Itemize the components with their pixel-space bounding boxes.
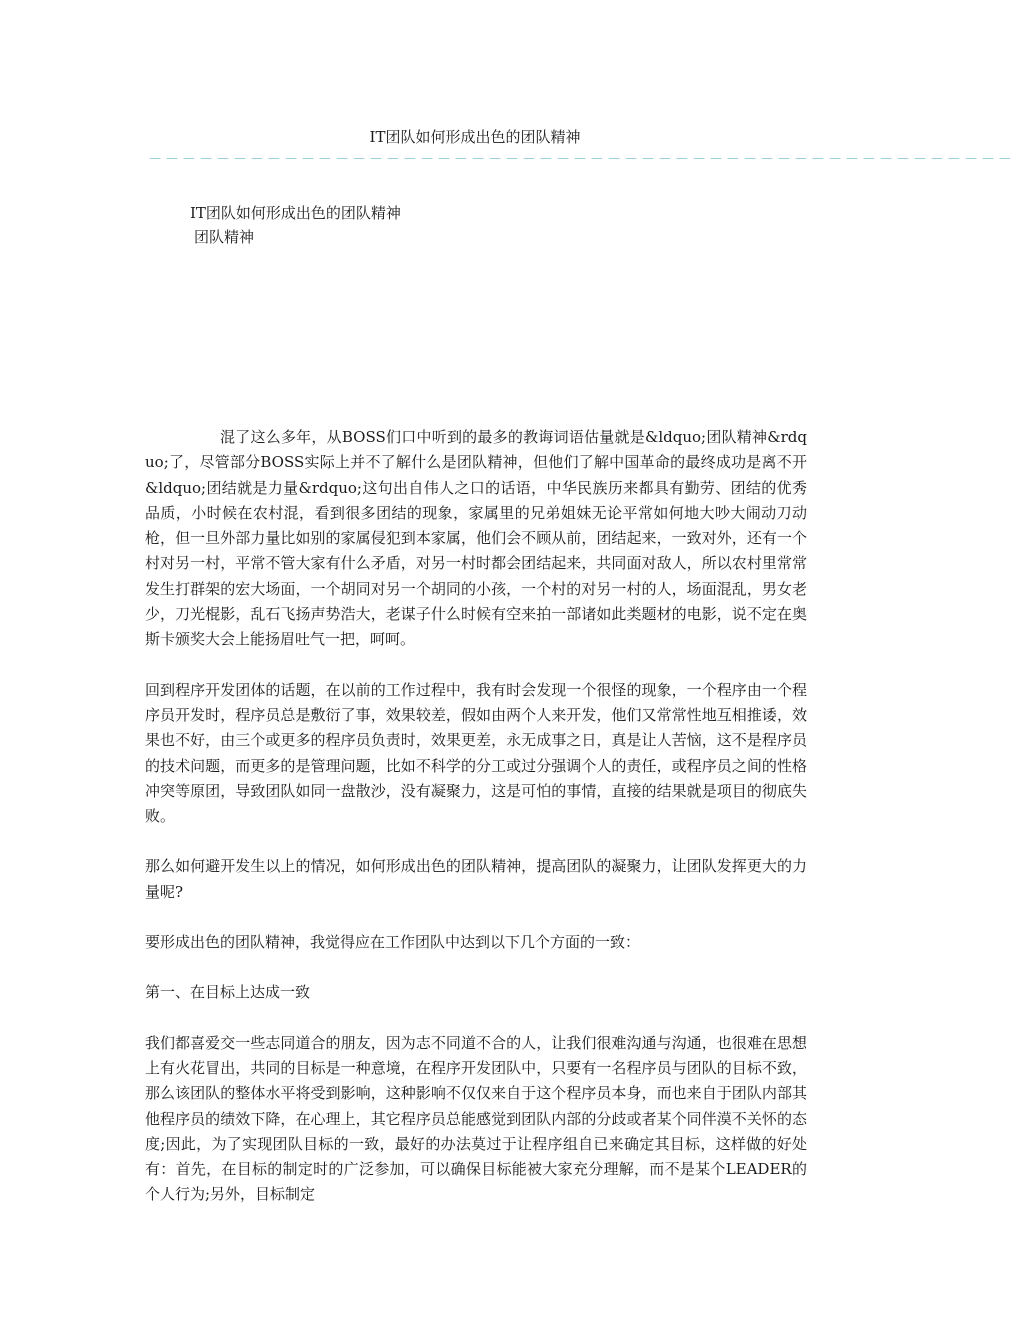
title-divider: －－－－－－－－－－－－－－－－－－－－－－－－－－－－－－－－－－－－－－－－－－－－－－－－－－－ [148,152,1015,168]
article-tag: 团队精神 [194,228,255,246]
article-subheading: IT团队如何形成出色的团队精神 [190,204,401,222]
paragraph-5: 我们都喜爱交一些志同道合的朋友，因为志不同道不合的人，让我们很难沟通与沟通，也很难在思想上有火花冒出，共同的目标是一种意境，在程序开发团队中，只要有一名程序员与团队的目标不致，那么该团队的整体水平将受到影响，这种影响不仅仅来自于这个程序员本身，而也来自于团队内部其他程序员的绩效下降，在心理上，其它程序员总能感觉到团队内部的分歧或者某个同伴漠不关怀的态度;因此，为了实现团队目标的一致，最好的办法莫过于让程序组自已来确定其目标，这样做的好处有：首先，在目标的制定时的广泛参加，可以确保目标能被大家充分理解，而不是某个LEADER的个人行为;另外，目标制定 [145,1033,807,1204]
article-body [145,425,807,1233]
paragraph-1: 混了这么多年，从BOSS们口中听到的最多的教诲词语估量就是&ldquo;团队精神&rdquo;了，尽管部分BOSS实际上并不了解什么是团队精神，但他们了解中国革命的最终成功是离不开&ldquo;团结就是力量&rdquo;这句出自伟人之口的话语，中华民族历来都具有勤劳、团结的优秀品质，小时候在农村混，看到很多团结的现象，家属里的兄弟姐妹无论平常如何地大吵大闹动刀动枪，但一旦外部力量比如别的家属侵犯到本家属，他们会不顾从前，团结起来，一致对外，还有一个村对另一村，平常不管大家有什么矛盾，对另一村时都会团结起来，共同面对敌人，所以农村里常常发生打群架的宏大场面，一个胡同对另一个胡同的小孩，一个村的对另一村的人，场面混乱，男女老少，刀光棍影，乱石飞扬声势浩大，老谋子什么时候有空来拍一部诸如此类题材的电影，说不定在奥斯卡颁奖大会上能扬眉吐气一把，呵呵。 [145,428,807,649]
paragraph-4: 要形成出色的团队精神，我觉得应在工作团队中达到以下几个方面的一致： [145,933,641,952]
paragraph-2: 回到程序开发团体的话题，在以前的工作过程中，我有时会发现一个很怪的现象，一个程序由一个程序员开发时，程序员总是敷衍了事，效果较差，假如由两个人来开发，他们又常常性地互相推诿，效果也不好，由三个或更多的程序员负责时，效果更差，永无成事之日，真是让人苦恼，这不是程序员的技术问题，而更多的是管理问题，比如不科学的分工或过分强调个人的责任，或程序员之间的性格冲突等原团，导致团队如同一盘散沙，没有凝聚力，这是可怕的事情，直接的结果就是项目的彻底失败。 [145,680,807,826]
paragraph-3: 那么如何避开发生以上的情况，如何形成出色的团队精神，提高团队的凝聚力，让团队发挥更大的力量呢? [145,857,807,901]
document-title: IT团队如何形成出色的团队精神 [369,128,581,146]
section-heading-1: 第一、在目标上达成一致 [145,983,311,1002]
